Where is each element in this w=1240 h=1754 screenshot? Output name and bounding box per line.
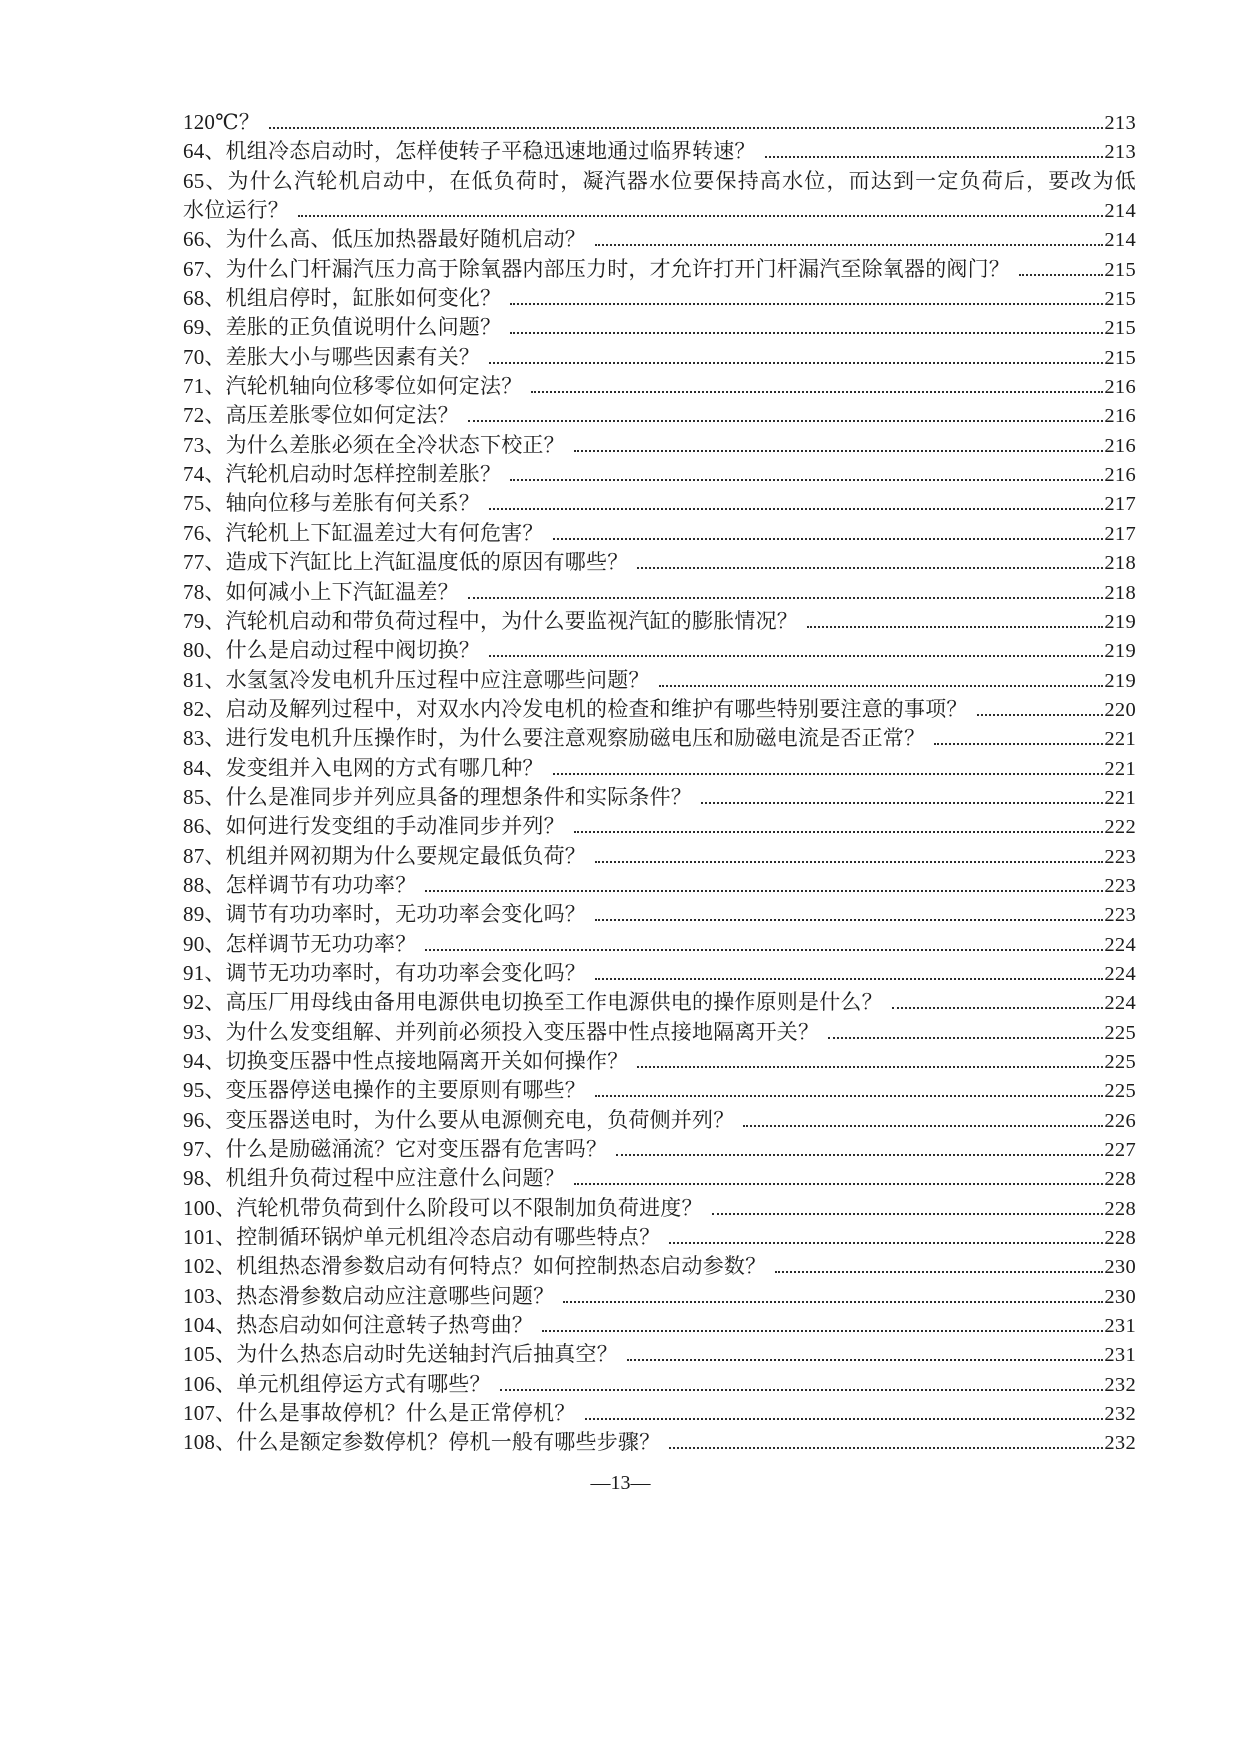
toc-entry xyxy=(183,754,1136,783)
dotted-leader xyxy=(637,1066,1103,1068)
toc-entry-page: 228 xyxy=(1104,1227,1136,1250)
dotted-leader xyxy=(712,1213,1104,1215)
toc-entry xyxy=(183,1106,1136,1135)
toc-entry-text: 100、汽轮机带负荷到什么阶段可以不限制加负荷进度？ xyxy=(183,1195,703,1220)
dotted-leader xyxy=(574,831,1104,833)
toc-entry xyxy=(183,343,1136,372)
toc-entry-page: 217 xyxy=(1104,493,1136,516)
toc-entry xyxy=(183,666,1136,695)
dotted-leader xyxy=(500,1389,1104,1391)
dotted-leader xyxy=(510,479,1103,481)
toc-entry-text: 85、什么是准同步并列应具备的理想条件和实际条件？ xyxy=(183,784,692,809)
toc-entry-page: 214 xyxy=(1104,229,1136,252)
toc-entry xyxy=(183,401,1136,430)
dotted-leader xyxy=(298,215,1103,217)
toc-entry xyxy=(183,225,1136,254)
toc-entry-text: 98、机组升负荷过程中应注意什么问题？ xyxy=(183,1166,565,1191)
toc-entry xyxy=(183,1076,1136,1105)
toc-entry-text: 64、机组冷态启动时，怎样使转子平稳迅速地通过临界转速？ xyxy=(183,139,756,164)
toc-entry-page: 216 xyxy=(1104,405,1136,428)
dotted-leader xyxy=(468,420,1104,422)
toc-entry-text: 82、启动及解列过程中，对双水内冷发电机的检查和维护有哪些特别要注意的事项？ xyxy=(183,696,968,721)
dotted-leader xyxy=(574,450,1104,452)
toc-entry-text: 68、机组启停时，缸胀如何变化？ xyxy=(183,286,502,311)
toc-entry-text: 77、造成下汽缸比上汽缸温度低的原因有哪些？ xyxy=(183,550,629,575)
dotted-leader xyxy=(595,861,1103,863)
toc-entry xyxy=(183,1164,1136,1193)
dotted-leader xyxy=(531,391,1103,393)
dotted-leader xyxy=(595,1095,1103,1097)
toc-entry xyxy=(183,548,1136,577)
toc-entry-page: 215 xyxy=(1104,288,1136,311)
dotted-leader xyxy=(807,626,1103,628)
toc-entry-text: 75、轴向位移与差胀有何关系？ xyxy=(183,491,480,516)
toc-entry-page: 224 xyxy=(1104,962,1136,985)
dotted-leader xyxy=(595,978,1103,980)
toc-entry-page: 223 xyxy=(1104,874,1136,897)
dotted-leader xyxy=(553,538,1104,540)
toc-entry-text: 86、如何进行发变组的手动准同步并列？ xyxy=(183,814,565,839)
toc-entry-page: 232 xyxy=(1104,1373,1136,1396)
toc-entry xyxy=(183,988,1136,1017)
toc-entry-text: 105、为什么热态启动时先送轴封汽后抽真空？ xyxy=(183,1342,618,1367)
toc-entry-text: 74、汽轮机启动时怎样控制差胀？ xyxy=(183,462,502,487)
toc-entry xyxy=(183,1135,1136,1164)
dotted-leader xyxy=(489,655,1103,657)
toc-entry-text: 79、汽轮机启动和带负荷过程中，为什么要监视汽缸的膨胀情况？ xyxy=(183,608,798,633)
toc-entry-page: 213 xyxy=(1104,112,1136,134)
toc-entry xyxy=(183,519,1136,548)
toc-entry xyxy=(183,1399,1136,1428)
toc-entry-page: 214 xyxy=(1104,200,1136,223)
toc-entry xyxy=(183,871,1136,900)
dotted-leader xyxy=(1019,274,1103,276)
toc-entry xyxy=(183,196,1136,225)
toc-entry-text: 88、怎样调节有功功率？ xyxy=(183,872,417,897)
toc-entry-text: 102、机组热态滑参数启动有何特点？如何控制热态启动参数？ xyxy=(183,1254,767,1279)
toc-entry-page: 224 xyxy=(1104,992,1136,1015)
toc-entry-text: 107、什么是事故停机？什么是正常停机？ xyxy=(183,1401,576,1426)
dotted-leader xyxy=(669,1242,1103,1244)
toc-entry xyxy=(183,284,1136,313)
dotted-leader xyxy=(701,802,1103,804)
toc-entry-page: 217 xyxy=(1104,522,1136,545)
toc-entry-text: 71、汽轮机轴向位移零位如何定法？ xyxy=(183,374,523,399)
dotted-leader xyxy=(574,1183,1104,1185)
toc-entry-page: 232 xyxy=(1104,1432,1136,1455)
toc-entry-text: 83、进行发电机升压操作时，为什么要注意观察励磁电压和励磁电流是否正常？ xyxy=(183,726,926,751)
toc-entry xyxy=(183,812,1136,841)
dotted-leader xyxy=(542,1330,1103,1332)
toc-entry-page: 218 xyxy=(1104,552,1136,575)
toc-entry-page: 219 xyxy=(1104,640,1136,663)
toc-entry xyxy=(183,959,1136,988)
toc-entry xyxy=(183,695,1136,724)
toc-entry-page: 230 xyxy=(1104,1256,1136,1279)
toc-entry xyxy=(183,137,1136,166)
toc-entry-page: 228 xyxy=(1104,1168,1136,1191)
toc-entry-text: 101、控制循环锅炉单元机组冷态启动有哪些特点？ xyxy=(183,1225,661,1250)
toc-entry xyxy=(183,636,1136,665)
dotted-leader xyxy=(585,1418,1104,1420)
toc-entry-text: 66、为什么高、低压加热器最好随机启动？ xyxy=(183,227,586,252)
toc-entry xyxy=(183,1428,1136,1457)
toc-entry xyxy=(183,460,1136,489)
toc-entry xyxy=(183,1370,1136,1399)
toc-entry-text: 95、变压器停送电操作的主要原则有哪些？ xyxy=(183,1078,586,1103)
toc-entry xyxy=(183,255,1136,284)
toc-entry-text: 120℃？ xyxy=(183,110,260,134)
toc-entry-text: 97、什么是励磁涌流？它对变压器有危害吗？ xyxy=(183,1137,608,1162)
toc-entry xyxy=(183,431,1136,460)
toc-entry-text: 104、热态启动如何注意转子热弯曲？ xyxy=(183,1313,534,1338)
toc-entry-page: 231 xyxy=(1104,1315,1136,1338)
toc-entry-text: 73、为什么差胀必须在全冷状态下校正？ xyxy=(183,432,565,457)
toc-entry-page: 216 xyxy=(1104,434,1136,457)
toc-entry xyxy=(183,1047,1136,1076)
toc-entry xyxy=(183,1311,1136,1340)
toc-entry-page: 216 xyxy=(1104,464,1136,487)
toc-entry-text: 80、什么是启动过程中阀切换？ xyxy=(183,638,480,663)
toc-entry-page: 213 xyxy=(1104,141,1136,164)
dotted-leader xyxy=(425,890,1103,892)
toc-entry-text: 108、什么是额定参数停机？停机一般有哪些步骤？ xyxy=(183,1430,661,1455)
toc-entry-page: 227 xyxy=(1104,1139,1136,1162)
toc-entry-page: 223 xyxy=(1104,845,1136,868)
toc-entry-page: 221 xyxy=(1104,757,1136,780)
toc-entry xyxy=(183,1340,1136,1369)
toc-entry-page: 226 xyxy=(1104,1109,1136,1132)
toc-entry-page: 224 xyxy=(1104,933,1136,956)
toc-entry-text: 93、为什么发变组解、并列前必须投入变压器中性点接地隔离开关？ xyxy=(183,1019,820,1044)
toc-entry-page: 228 xyxy=(1104,1197,1136,1220)
toc-entry-text: 87、机组并网初期为什么要规定最低负荷？ xyxy=(183,843,586,868)
toc-entry-page: 215 xyxy=(1104,317,1136,340)
dotted-leader xyxy=(765,156,1104,158)
dotted-leader xyxy=(595,919,1103,921)
toc-entry-text: 70、差胀大小与哪些因素有关？ xyxy=(183,344,480,369)
toc-entry-page: 225 xyxy=(1104,1051,1136,1073)
toc-entry xyxy=(183,1252,1136,1281)
toc-list xyxy=(183,108,1136,1458)
dotted-leader xyxy=(892,1007,1104,1009)
toc-entry-text: 81、水氢氢冷发电机升压过程中应注意哪些问题？ xyxy=(183,667,650,692)
toc-entry-text: 96、变压器送电时，为什么要从电源侧充电，负荷侧并列？ xyxy=(183,1107,735,1132)
toc-entry-text: 76、汽轮机上下缸温差过大有何危害？ xyxy=(183,520,544,545)
toc-entry xyxy=(183,1018,1136,1047)
toc-entry-text: 106、单元机组停运方式有哪些？ xyxy=(183,1371,491,1396)
toc-entry-text: 90、怎样调节无功功率？ xyxy=(183,931,417,956)
toc-entry-page: 232 xyxy=(1104,1403,1136,1426)
toc-entry xyxy=(183,489,1136,518)
toc-entry-page: 231 xyxy=(1104,1344,1136,1367)
toc-entry-page: 223 xyxy=(1104,904,1136,927)
toc-entry xyxy=(183,1282,1136,1311)
toc-entry xyxy=(183,372,1136,401)
toc-entry-page: 219 xyxy=(1104,610,1136,633)
toc-entry-page: 219 xyxy=(1104,669,1136,692)
toc-entry-page: 218 xyxy=(1104,581,1136,604)
toc-entry xyxy=(183,1223,1136,1252)
toc-entry-page: 225 xyxy=(1104,1021,1136,1044)
toc-entry-text: 67、为什么门杆漏汽压力高于除氧器内部压力时，才允许打开门杆漏汽至除氧器的阀门？ xyxy=(183,256,1010,281)
toc-entry-text: 69、差胀的正负值说明什么问题？ xyxy=(183,315,502,340)
toc-entry-page: 215 xyxy=(1104,258,1136,281)
dotted-leader xyxy=(553,773,1104,775)
dotted-leader xyxy=(627,1359,1103,1361)
dotted-leader xyxy=(616,1154,1103,1156)
toc-entry-text: 91、调节无功功率时，有功功率会变化吗？ xyxy=(183,960,586,985)
toc-entry-text: 89、调节有功功率时，无功功率会变化吗？ xyxy=(183,902,586,927)
toc-entry-text: 103、热态滑参数启动应注意哪些问题？ xyxy=(183,1283,555,1308)
toc-entry-text: 72、高压差胀零位如何定法？ xyxy=(183,403,459,428)
dotted-leader xyxy=(563,1301,1103,1303)
toc-entry xyxy=(183,842,1136,871)
toc-entry-page: 215 xyxy=(1104,346,1136,369)
dotted-leader xyxy=(510,303,1103,305)
dotted-leader xyxy=(637,567,1103,569)
dotted-leader xyxy=(977,714,1104,716)
toc-entry-page: 222 xyxy=(1104,816,1136,839)
dotted-leader xyxy=(743,1125,1103,1127)
dotted-leader xyxy=(269,127,1103,129)
toc-entry-page: 221 xyxy=(1104,728,1136,751)
dotted-leader xyxy=(489,508,1103,510)
dotted-leader xyxy=(775,1271,1103,1273)
toc-entry-page: 216 xyxy=(1104,376,1136,399)
toc-entry-page: 221 xyxy=(1104,786,1136,809)
toc-entry xyxy=(183,313,1136,342)
toc-entry xyxy=(183,607,1136,636)
dotted-leader xyxy=(510,332,1103,334)
dotted-leader xyxy=(425,949,1103,951)
dotted-leader xyxy=(934,743,1103,745)
dotted-leader xyxy=(489,362,1103,364)
toc-entry-text: 94、切换变压器中性点接地隔离开关如何操作？ xyxy=(183,1049,629,1073)
toc-entry-text: 水位运行？ xyxy=(183,198,289,223)
page-number-footer: —13— xyxy=(590,1471,651,1494)
toc-entry xyxy=(183,167,1136,196)
toc-entry xyxy=(183,724,1136,753)
dotted-leader xyxy=(468,597,1104,599)
toc-entry-text: 84、发变组并入电网的方式有哪几种？ xyxy=(183,755,544,780)
toc-entry-page: 220 xyxy=(1104,698,1136,721)
toc-entry xyxy=(183,930,1136,959)
dotted-leader xyxy=(828,1037,1103,1039)
dotted-leader xyxy=(659,685,1104,687)
dotted-leader xyxy=(595,244,1103,246)
toc-entry xyxy=(183,900,1136,929)
toc-entry xyxy=(183,1194,1136,1223)
toc-entry-page: 225 xyxy=(1104,1080,1136,1103)
toc-entry-text: 92、高压厂用母线由备用电源供电切换至工作电源供电的操作原则是什么？ xyxy=(183,990,883,1015)
toc-entry-page: 230 xyxy=(1104,1285,1136,1308)
toc-entry xyxy=(183,108,1136,137)
toc-entry-text: 65、为什么汽轮机启动中，在低负荷时，凝汽器水位要保持高水位，而达到一定负荷后，要改为低 xyxy=(183,168,1136,193)
toc-entry xyxy=(183,578,1136,607)
toc-entry xyxy=(183,783,1136,812)
toc-entry-text: 78、如何减小上下汽缸温差？ xyxy=(183,579,459,604)
dotted-leader xyxy=(669,1447,1103,1449)
